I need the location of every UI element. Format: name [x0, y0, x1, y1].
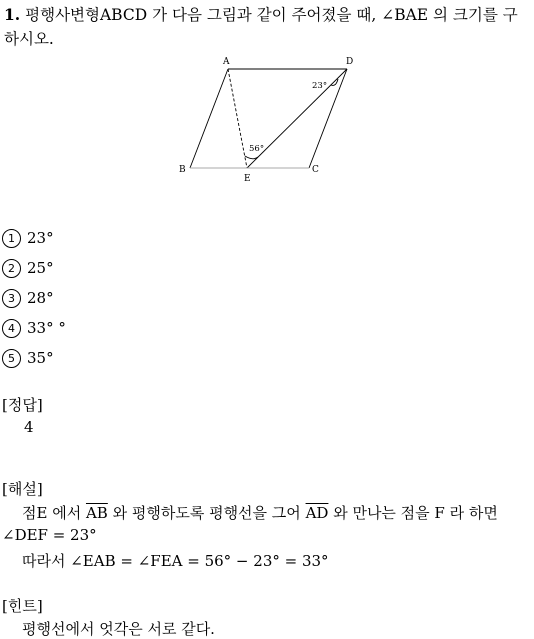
- choice-marker-3: 3: [2, 289, 21, 308]
- choice-5[interactable]: [2, 349, 54, 368]
- question-line-2: 하시오.: [4, 30, 54, 48]
- segment-AE: [228, 69, 247, 168]
- label-B: B: [179, 165, 186, 175]
- choice-1[interactable]: [2, 229, 54, 248]
- explanation-text: 와 평행하도록 평행선을 그어: [107, 504, 306, 522]
- choice-text: 28°: [27, 289, 54, 307]
- explanation-text: 점E 에서: [22, 504, 86, 522]
- label-A: A: [223, 57, 230, 67]
- explanation-line-1: [22, 502, 498, 523]
- choice-2[interactable]: [2, 259, 54, 278]
- side-AB: [190, 69, 228, 168]
- segment-ad-notation: $\overline{AD}$: [305, 504, 329, 522]
- explanation-line-2: ∠DEF = 23°: [2, 526, 97, 544]
- label-D: D: [346, 57, 354, 67]
- label-C: C: [312, 165, 319, 175]
- angle-arc-E: [245, 156, 258, 159]
- choice-text: 25°: [27, 259, 54, 277]
- choice-text: 33° °: [27, 319, 66, 337]
- question-line-1: [4, 3, 518, 25]
- angle-label-23: 23°: [312, 81, 328, 91]
- question-text: 평행사변형ABCD 가 다음 그림과 같이 주어졌을 때, ∠BAE 의 크기를 구: [25, 6, 518, 24]
- hint-heading: [힌트]: [2, 597, 43, 615]
- label-E: E: [244, 174, 251, 184]
- choice-text: 23°: [27, 229, 54, 247]
- choice-marker-5: 5: [2, 349, 21, 368]
- angle-arc-D: [331, 79, 338, 85]
- parallelogram-figure: [170, 50, 370, 185]
- explanation-text: 와 만나는 점을 F 라 하면: [328, 504, 498, 522]
- choice-text: 35°: [27, 349, 54, 367]
- choice-marker-1: 1: [2, 229, 21, 248]
- hint-text: 평행선에서 엇각은 서로 같다.: [22, 620, 215, 638]
- explanation-line-3: 따라서 ∠EAB = ∠FEA = 56° − 23° = 33°: [22, 552, 329, 570]
- choice-3[interactable]: [2, 289, 54, 308]
- choice-marker-4: 4: [2, 319, 21, 338]
- choice-marker-2: 2: [2, 259, 21, 278]
- answer-value: 4: [24, 418, 34, 436]
- choice-4[interactable]: [2, 319, 66, 338]
- question-number: 1.: [4, 5, 21, 24]
- answer-heading: [정답]: [2, 396, 43, 414]
- angle-label-56: 56°: [249, 144, 265, 154]
- explanation-heading: [해설]: [2, 480, 43, 498]
- segment-ab-notation: $\overline{AB}$: [85, 504, 108, 522]
